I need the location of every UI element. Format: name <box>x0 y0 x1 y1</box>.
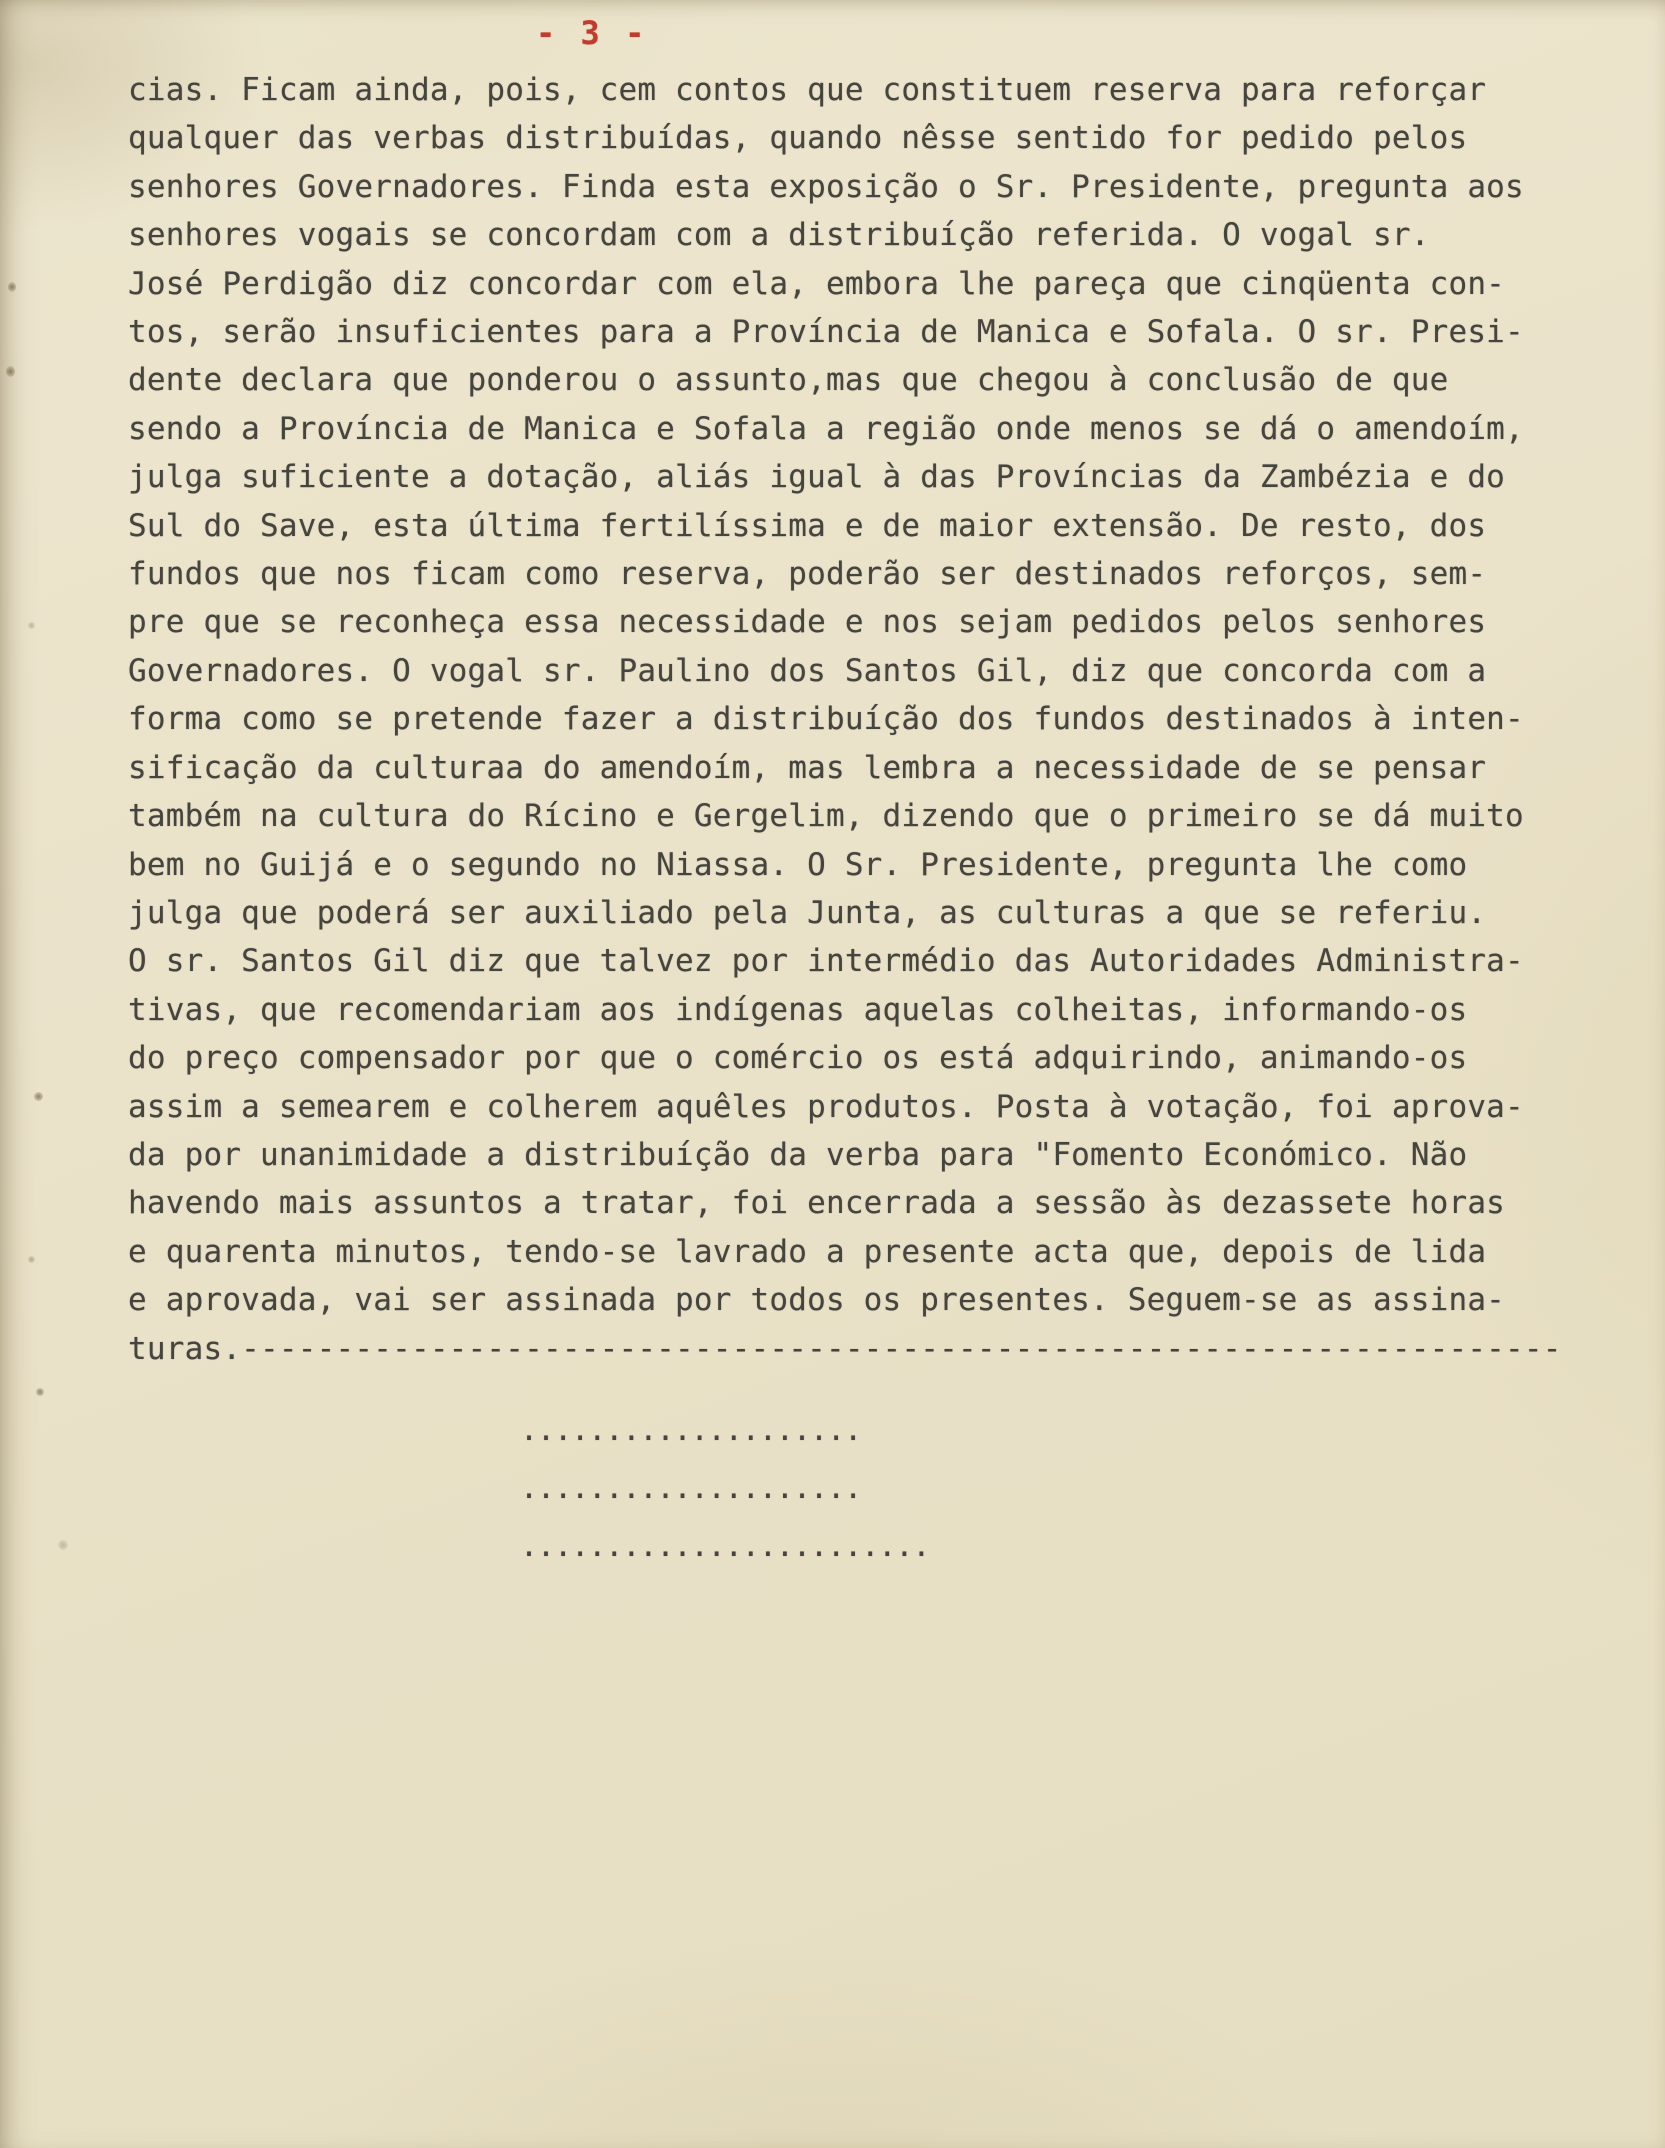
paper-speck <box>28 1256 35 1263</box>
paper-speck <box>34 1092 43 1101</box>
text-line: qualquer das verbas distribuídas, quando nêsse sentido for pedido pelos <box>128 120 1468 157</box>
text-line: Governadores. O vogal sr. Paulino dos Santos Gil, diz que concorda com a <box>128 652 1487 689</box>
text-line: do preço compensador por que o comércio os está adquirindo, animando-os <box>128 1040 1468 1077</box>
text-line: dente declara que ponderou o assunto,mas que chegou à conclusão de que <box>128 362 1449 399</box>
text-line: bem no Guijá e o segundo no Niassa. O Sr. Presidente, pregunta lhe como <box>128 846 1468 883</box>
text-line: sificação da culturaa do amendoím, mas lembra a necessidade de se pensar <box>128 749 1487 786</box>
text-line: tivas, que recomendariam aos indígenas aquelas colheitas, informando-os <box>128 991 1468 1028</box>
text-line: senhores Governadores. Finda esta exposição o Sr. Presidente, pregunta aos <box>128 168 1524 205</box>
text-line: julga que poderá ser auxiliado pela Junta, as culturas a que se referiu. <box>128 894 1487 931</box>
paper-speck <box>8 282 16 292</box>
text-line: também na cultura do Rícino e Gergelim, dizendo que o primeiro se dá muito <box>128 798 1524 835</box>
signature-dots-line: ........................ <box>520 1529 930 1564</box>
signature-dots-line: .................... <box>520 1471 862 1506</box>
paper-speck <box>6 366 15 377</box>
text-line: senhores vogais se concordam com a distribuíção referida. O vogal sr. <box>128 217 1430 254</box>
paper-speck <box>36 1388 44 1396</box>
paper-speck <box>58 1540 68 1550</box>
text-line: havendo mais assuntos a tratar, foi encerrada a sessão às dezassete horas <box>128 1185 1506 1222</box>
text-line: turas.---------------------------------------------------------------------- <box>128 1330 1562 1367</box>
text-line: e quarenta minutos, tendo-se lavrado a presente acta que, depois de lida <box>128 1233 1487 1270</box>
text-line: fundos que nos ficam como reserva, poderão ser destinados reforços, sem- <box>128 556 1487 593</box>
text-line: José Perdigão diz concordar com ela, embora lhe pareça que cinqüenta con- <box>128 265 1506 302</box>
text-line: O sr. Santos Gil diz que talvez por intermédio das Autoridades Administra- <box>128 943 1524 980</box>
text-line: sendo a Província de Manica e Sofala a região onde menos se dá o amendoím, <box>128 410 1524 447</box>
paper-speck <box>28 622 35 629</box>
signature-dots-line: .................... <box>520 1413 862 1448</box>
document-body <box>128 66 1598 1373</box>
text-line: pre que se reconheça essa necessidade e nos sejam pedidos pelos senhores <box>128 604 1487 641</box>
text-line: forma como se pretende fazer a distribuíção dos fundos destinados à inten- <box>128 701 1524 738</box>
page-number: - 3 - <box>536 14 648 52</box>
text-line: e aprovada, vai ser assinada por todos os presentes. Seguem-se as assina- <box>128 1282 1506 1319</box>
text-line: tos, serão insuficientes para a Província de Manica e Sofala. O sr. Presi- <box>128 314 1524 351</box>
text-line: da por unanimidade a distribuíção da verba para "Fomento Económico. Não <box>128 1136 1468 1173</box>
text-line: julga suficiente a dotação, aliás igual à das Províncias da Zambézia e do <box>128 459 1506 496</box>
text-line: assim a semearem e colherem aquêles produtos. Posta à votação, foi aprova- <box>128 1088 1524 1125</box>
text-line: Sul do Save, esta última fertilíssima e de maior extensão. De resto, dos <box>128 507 1487 544</box>
text-line: cias. Ficam ainda, pois, cem contos que constituem reserva para reforçar <box>128 72 1487 108</box>
signature-lines <box>520 1402 929 1576</box>
